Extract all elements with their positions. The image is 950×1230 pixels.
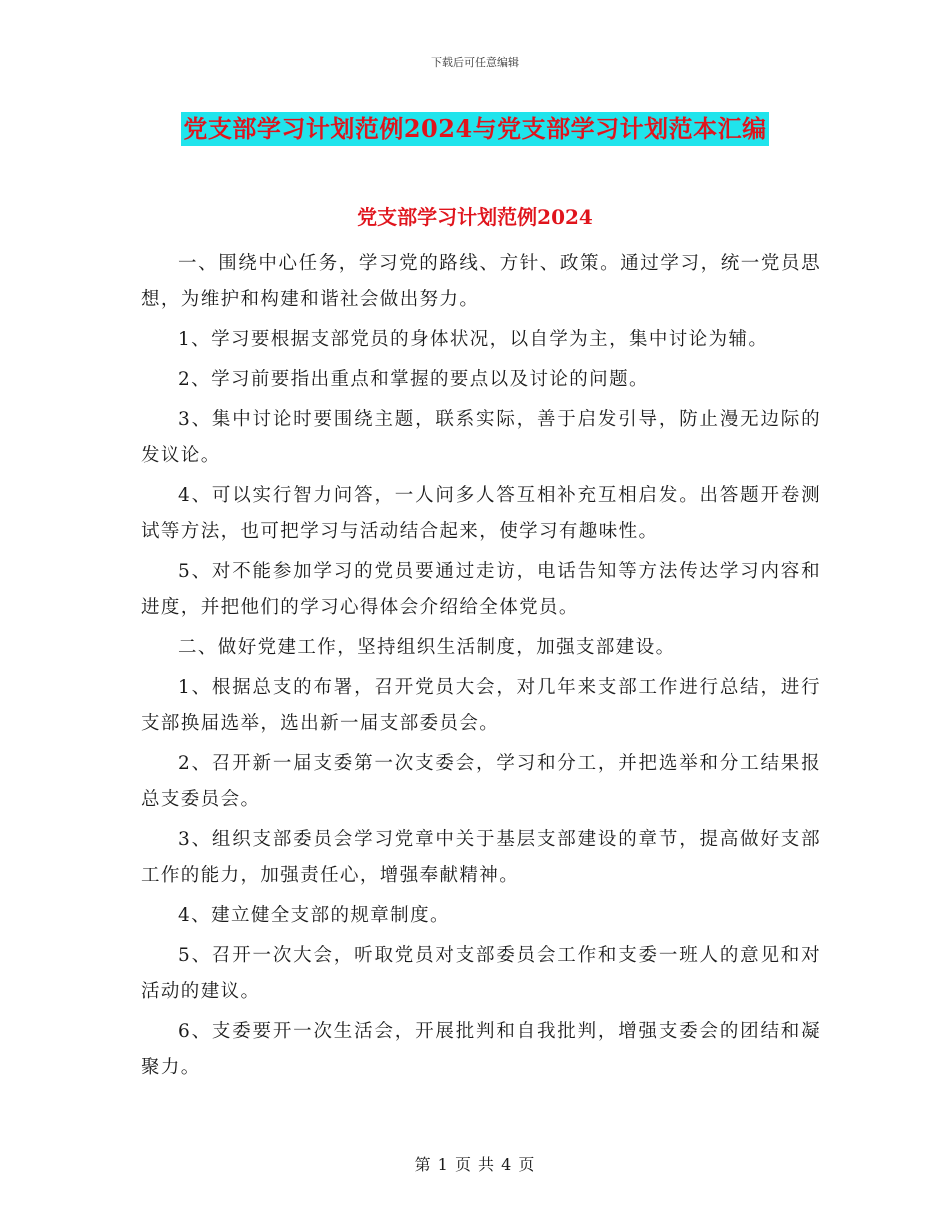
- paragraph: 2、召开新一届支委第一次支委会，学习和分工，并把选举和分工结果报总支委员会。: [141, 753, 821, 810]
- paragraph: 5、对不能参加学习的党员要通过走访，电话告知等方法传达学习内容和进度，并把他们的学习心得体会介绍给全体党员。: [141, 561, 821, 618]
- section-title: 党支部学习计划范例2024: [357, 205, 593, 229]
- paragraph: 3、组织支部委员会学习党章中关于基层支部建设的章节，提高做好支部工作的能力，加强责任心，增强奉献精神。: [141, 829, 821, 886]
- paragraph: 1、根据总支的布署，召开党员大会，对几年来支部工作进行总结，进行支部换届选举，选出新一届支部委员会。: [141, 677, 821, 734]
- header-note: 下载后可任意编辑: [431, 56, 519, 69]
- page-number-footer: 第 1 页 共 4 页: [414, 1155, 536, 1174]
- paragraph: 3、集中讨论时要围绕主题，联系实际，善于启发引导，防止漫无边际的发议论。: [141, 409, 821, 466]
- document-title-wrap: [0, 112, 950, 146]
- paragraph: 5、召开一次大会，听取党员对支部委员会工作和支委一班人的意见和对活动的建议。: [141, 945, 821, 1002]
- paragraph: 一、围绕中心任务，学习党的路线、方针、政策。通过学习，统一党员思想，为维护和构建和谐社会做出努力。: [141, 253, 821, 310]
- paragraph: 2、学习前要指出重点和掌握的要点以及讨论的问题。: [178, 369, 649, 390]
- document-body: [141, 246, 821, 1090]
- paragraph: 1、学习要根据支部党员的身体状况，以自学为主，集中讨论为辅。: [178, 329, 769, 350]
- document-title: 党支部学习计划范例2024与党支部学习计划范本汇编: [181, 112, 768, 146]
- paragraph: 4、建立健全支部的规章制度。: [178, 905, 450, 926]
- paragraph: 4、可以实行智力问答，一人问多人答互相补充互相启发。出答题开卷测试等方法，也可把学习与活动结合起来，使学习有趣味性。: [141, 485, 821, 542]
- paragraph: 6、支委要开一次生活会，开展批判和自我批判，增强支委会的团结和凝聚力。: [141, 1021, 821, 1078]
- paragraph: 二、做好党建工作，坚持组织生活制度，加强支部建设。: [178, 637, 676, 658]
